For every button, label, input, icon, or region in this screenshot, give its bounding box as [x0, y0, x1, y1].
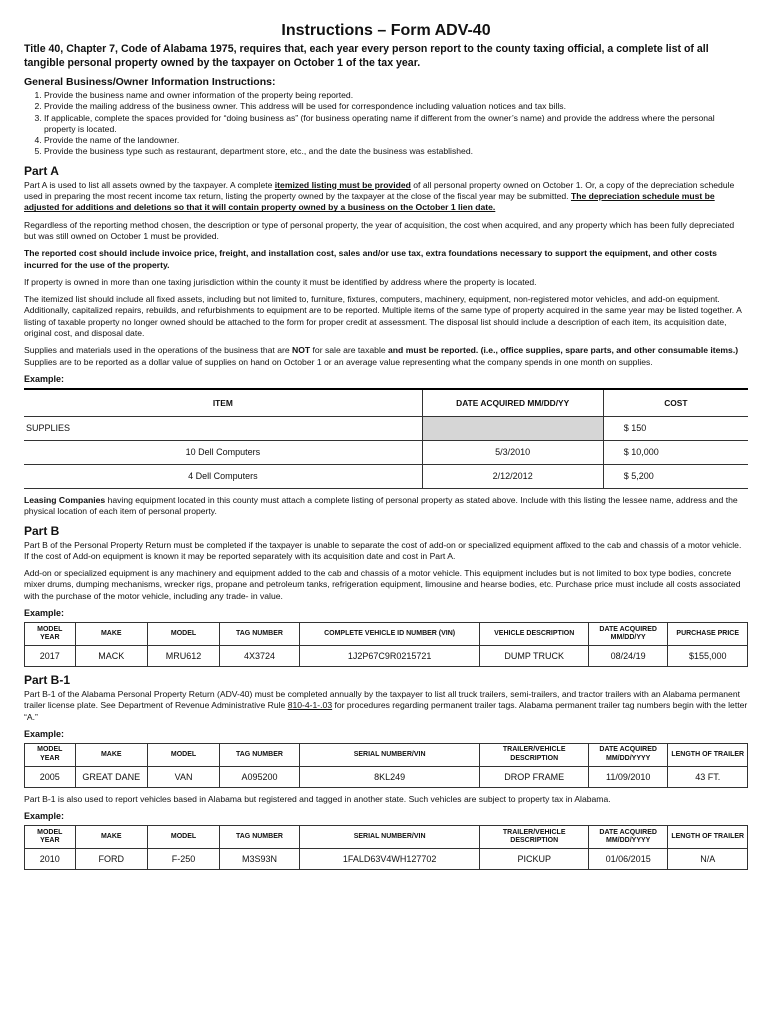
table-cell: 11/09/2010 — [588, 766, 668, 787]
part-b-example-table — [24, 622, 748, 667]
column-header: MODEL — [147, 623, 219, 646]
text-span: having equipment located in this county must attach a complete listing of personal property as stated above. Include with this listing the lessee name, address and the physical location of each item of personal property. — [24, 494, 738, 517]
column-header: SERIAL NUMBER/VIN — [299, 743, 480, 766]
column-header: MODEL — [147, 826, 219, 849]
table-cell: 2005 — [25, 766, 76, 787]
table-cell: 08/24/19 — [588, 646, 668, 667]
column-header: MODEL YEAR — [25, 743, 76, 766]
general-list — [24, 90, 748, 158]
column-header: TRAILER/VEHICLE DESCRIPTION — [480, 743, 588, 766]
text-span: NOT — [292, 345, 311, 356]
part-b-paragraph: Add-on or specialized equipment is any machinery and equipment added to the cab and chassis of a motor vehicle. This equipment includes but is not limited to box type bodies, concrete mixer drums, dumping mechanisms, wrecker rigs, propane and petroleum tanks, refrigeration equipment, limousine and hearse bodies, etc. Purchase price must include all costs associated with the purchase of the motor vehicle, including any trade- in value. — [24, 568, 741, 601]
column-header: MODEL — [147, 743, 219, 766]
table-cell: $ 150 — [603, 416, 748, 440]
table-cell: 8KL249 — [299, 766, 480, 787]
table-cell: PICKUP — [480, 849, 588, 870]
table-header-row — [25, 826, 748, 849]
intro-text: Title 40, Chapter 7, Code of Alabama 1975, requires that, each year every person report to the county taxing official, a complete list of all tangible personal property owned by the taxpayer on October 1 of the tax year. — [24, 43, 709, 69]
table-header-row — [25, 743, 748, 766]
column-header: VEHICLE DESCRIPTION — [480, 623, 588, 646]
table-cell — [422, 416, 603, 440]
table-row — [25, 646, 748, 667]
table-cell: 4X3724 — [220, 646, 300, 667]
column-header: TRAILER/VEHICLE DESCRIPTION — [480, 826, 588, 849]
table-row — [24, 416, 748, 440]
text-span: The depreciation schedule must be adjusted for additions and deletions so that it will contain property owned by a business on the October 1 lien date. — [24, 191, 715, 213]
text-span: Leasing Companies — [24, 494, 106, 505]
part-b-paragraph: Part B of the Personal Property Return must be completed if the taxpayer is unable to separate the cost of add-on or specialized equipment affixed to the cab and chassis of a motor vehicle. If the cost of Add-on equipment is known it may be reported separately with its acquisition date and cost in Part A. — [24, 539, 742, 561]
column-header: COST — [603, 389, 748, 417]
table-cell: 1J2P67C9R0215721 — [299, 646, 480, 667]
instructions-page — [24, 22, 748, 870]
table-cell: 10 Dell Computers — [24, 440, 422, 464]
part-a-paragraph — [24, 180, 748, 214]
column-header: MODEL YEAR — [25, 623, 76, 646]
table-cell: $ 5,200 — [603, 464, 748, 488]
table-cell: GREAT DANE — [75, 766, 147, 787]
table-cell: 2010 — [25, 849, 76, 870]
column-header: DATE ACQUIRED MM/DD/YYYY — [588, 826, 668, 849]
column-header: MAKE — [75, 743, 147, 766]
table-cell: F-250 — [147, 849, 219, 870]
text-span: for sale are taxable — [310, 345, 389, 356]
table-header-row — [24, 389, 748, 417]
part-b1-paragraph: Part B-1 is also used to report vehicles based in Alabama but registered and tagged in another state. Such vehicles are subject to property tax in Alabama. — [24, 793, 611, 804]
part-b-heading: Part B — [24, 523, 60, 538]
text-span: Part A is used to list all assets owned by the taxpayer. A complete — [24, 179, 275, 190]
column-header: MAKE — [75, 826, 147, 849]
table-row — [25, 766, 748, 787]
table-cell: N/A — [668, 849, 748, 870]
table-cell: DROP FRAME — [480, 766, 588, 787]
table-cell: 5/3/2010 — [422, 440, 603, 464]
list-item: 3. If applicable, complete the spaces provided for “doing business as” (for business operating name if different from the owner’s name) and provide the address where the personal property is located. — [44, 113, 748, 136]
table-cell: MRU612 — [147, 646, 219, 667]
column-header: MAKE — [75, 623, 147, 646]
table-cell: 1FALD63V4WH127702 — [299, 849, 480, 870]
part-b1-example-table — [24, 743, 748, 788]
table-cell: 2017 — [25, 646, 76, 667]
table-cell: VAN — [147, 766, 219, 787]
column-header: TAG NUMBER — [220, 623, 300, 646]
column-header: PURCHASE PRICE — [668, 623, 748, 646]
text-span: 810-4-1-.03 — [287, 700, 333, 711]
text-span: of all personal property owned on October 1. Or, a copy of the depreciation schedule used in preparing the most recent income tax return, listing the property owned by the taxpayer at the close of the fiscal year may be submitted. — [24, 179, 735, 202]
table-cell: $ 10,000 — [603, 440, 748, 464]
part-a-paragraph — [24, 345, 748, 368]
page-title: Instructions – Form ADV-40 — [281, 22, 491, 39]
part-a-paragraph: Regardless of the reporting method chosen, the description or type of personal property, the year of acquisition, the cost when acquired, and any property which has been fully depreciated but was still owned on October 1 must be provided. — [24, 219, 735, 241]
text-span: for procedures regarding permanent trailer tags. Alabama permanent trailer tag numbers begin with the letter “A.” — [24, 700, 748, 722]
table-cell: 43 FT. — [668, 766, 748, 787]
list-item: 2. Provide the mailing address of the business owner. This address will be used for correspondence including valuation notices and tax bills. — [44, 101, 748, 112]
leasing-paragraph — [24, 495, 748, 518]
part-a-paragraph: If property is owned in more than one taxing jurisdiction within the county it must be identified by address where the property is located. — [24, 276, 537, 287]
text-span: Part B-1 of the Alabama Personal Property Return (ADV-40) must be completed annually by the taxpayer to list all truck trailers, semi-trailers, and tractor trailers with an Alabama permanent trailer license plate. See Department of Revenue Administrative Rule — [24, 689, 740, 711]
column-header: DATE ACQUIRED MM/DD/YY — [422, 389, 603, 417]
text-span: Supplies are to be reported as a dollar value of supplies on hand on October 1 or an average value representing what the company spends in one month on supplies. — [24, 356, 653, 367]
table-cell: A095200 — [220, 766, 300, 787]
table-cell: M3S93N — [220, 849, 300, 870]
example-label: Example: — [24, 608, 65, 619]
table-cell: FORD — [75, 849, 147, 870]
column-header: DATE ACQUIRED MM/DD/YY — [588, 623, 668, 646]
table-cell: MACK — [75, 646, 147, 667]
part-a-paragraph: The reported cost should include invoice price, freight, and installation cost, sales and/or use tax, extra foundations necessary to support the equipment, and other costs incurred for the use of the property. — [24, 248, 717, 270]
column-header: TAG NUMBER — [220, 826, 300, 849]
table-row — [24, 440, 748, 464]
column-header: ITEM — [24, 389, 422, 417]
part-a-example-table — [24, 388, 748, 489]
column-header: LENGTH OF TRAILER — [668, 826, 748, 849]
column-header: LENGTH OF TRAILER — [668, 743, 748, 766]
table-cell: 2/12/2012 — [422, 464, 603, 488]
part-b1-paragraph — [24, 689, 748, 723]
part-b1-example-table-2 — [24, 825, 748, 870]
text-span: and must be reported. (i.e., office supplies, spare parts, and other consumable items.) — [388, 345, 739, 356]
text-span: itemized listing must be provided — [274, 179, 411, 190]
list-item: 4. Provide the name of the landowner. — [44, 135, 748, 146]
example-label: Example: — [24, 728, 65, 739]
list-item: 5. Provide the business type such as restaurant, department store, etc., and the date the business was established. — [44, 146, 748, 157]
table-header-row — [25, 623, 748, 646]
text-span: Supplies and materials used in the operations of the business that are — [24, 345, 293, 356]
general-heading: General Business/Owner Information Instructions: — [24, 76, 276, 88]
column-header: DATE ACQUIRED MM/DD/YYYY — [588, 743, 668, 766]
list-item: 1. Provide the business name and owner information of the property being reported. — [44, 90, 748, 101]
table-row — [24, 464, 748, 488]
table-cell: 4 Dell Computers — [24, 464, 422, 488]
part-b1-heading: Part B-1 — [24, 673, 71, 688]
table-cell: 01/06/2015 — [588, 849, 668, 870]
table-cell: DUMP TRUCK — [480, 646, 588, 667]
part-a-paragraph: The itemized list should include all fixed assets, including but not limited to, furniture, fixtures, computers, machinery, equipment, non-registered motor vehicles, and add-on equipment. Additionally, capitalized repairs, rebuilds, and refurbishments to equipment are to be reported. Multiple items of the same type of property acquired in the same year may be listed together. A listing of taxable property no longer owned should be attached to the form for proper credit at assessment. The disposal list should include a description of each item, its acquisition date, original cost, and disposal date. — [24, 294, 742, 339]
column-header: MODEL YEAR — [25, 826, 76, 849]
example-label: Example: — [24, 373, 65, 384]
column-header: COMPLETE VEHICLE ID NUMBER (VIN) — [299, 623, 480, 646]
table-row — [25, 849, 748, 870]
column-header: TAG NUMBER — [220, 743, 300, 766]
table-cell: SUPPLIES — [24, 416, 422, 440]
column-header: SERIAL NUMBER/VIN — [299, 826, 480, 849]
table-cell: $155,000 — [668, 646, 748, 667]
example-label: Example: — [24, 811, 65, 822]
part-a-heading: Part A — [24, 163, 59, 178]
